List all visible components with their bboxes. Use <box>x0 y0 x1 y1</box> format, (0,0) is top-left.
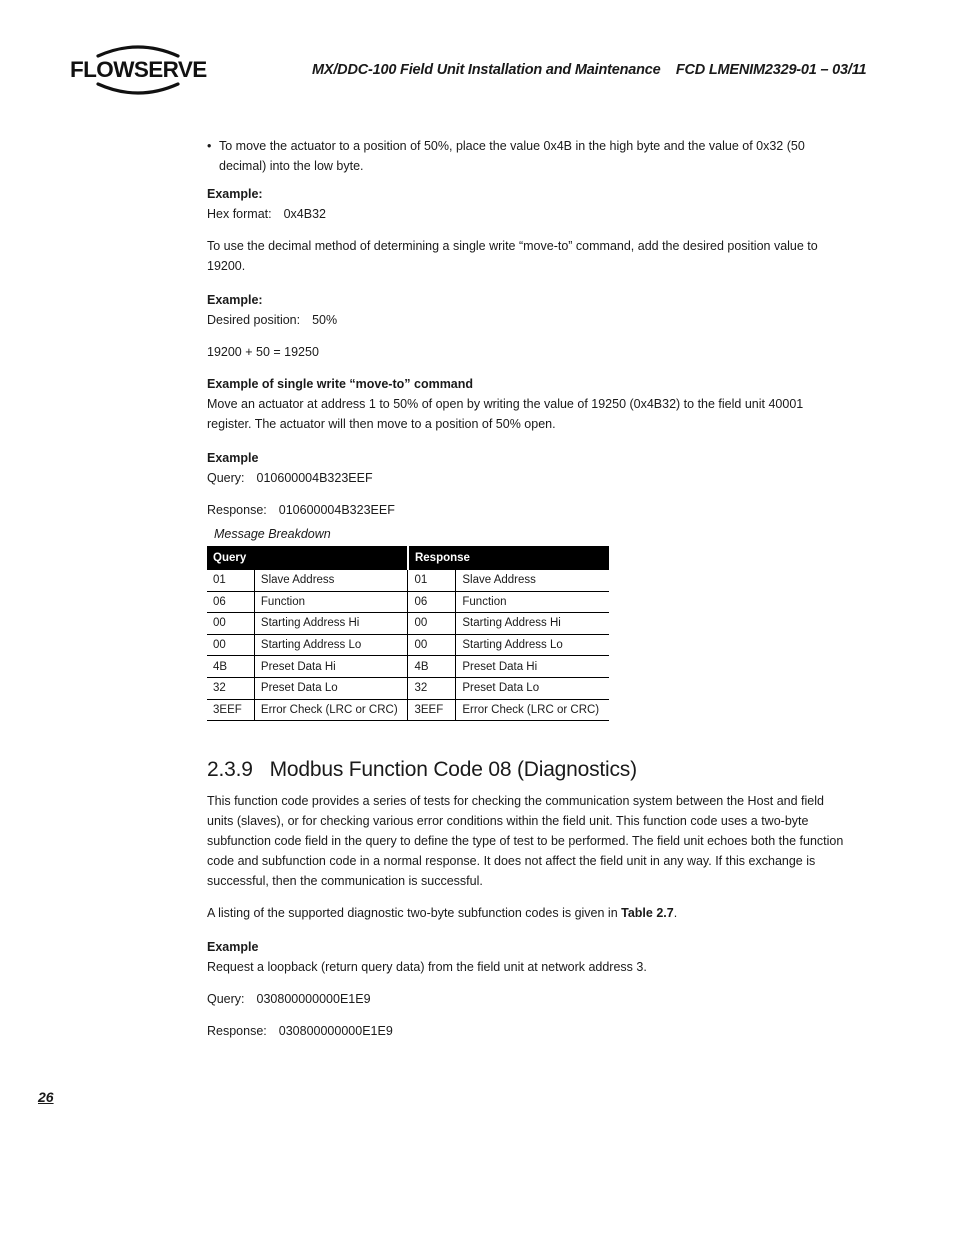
example-label: Example <box>207 451 259 465</box>
bullet-text: To move the actuator to a position of 50%, place the value 0x4B in the high byte and the value of 0x32 (50 decimal) into the low byte. <box>219 139 805 173</box>
response-code-cell: 00 <box>408 613 456 635</box>
response-code-cell: 01 <box>408 570 456 591</box>
response-desc-cell: Error Check (LRC or CRC) <box>456 699 609 721</box>
query-code-cell: 00 <box>207 634 254 656</box>
example-label: Example: <box>207 293 263 307</box>
query-code-cell: 00 <box>207 613 254 635</box>
response-desc-cell: Preset Data Lo <box>456 677 609 699</box>
query-desc-cell: Error Check (LRC or CRC) <box>254 699 408 721</box>
response-code-cell: 32 <box>408 677 456 699</box>
response-desc-cell: Slave Address <box>456 570 609 591</box>
query-code-cell: 3EEF <box>207 699 254 721</box>
decimal-method-paragraph: To use the decimal method of determining a single write “move-to” command, add the desired position value to 19200. <box>207 239 818 273</box>
query-code-cell: 4B <box>207 656 254 678</box>
query-desc-cell: Function <box>254 591 408 613</box>
response-code-cell: 3EEF <box>408 699 456 721</box>
example-label: Example <box>207 940 259 955</box>
response-line <box>207 500 847 520</box>
query-value: 030800000000E1E9 <box>256 992 371 1007</box>
hex-format-key: Hex format: <box>207 207 272 221</box>
document-header-title: MX/DDC-100 Field Unit Installation and Maintenance FCD LMENIM2329-01 – 03/11 <box>312 62 867 78</box>
response-desc-cell: Starting Address Lo <box>456 634 609 656</box>
response-value: 010600004B323EEF <box>278 503 395 517</box>
section-paragraph: This function code provides a series of tests for checking the communication system between the Host and field units (slaves), or for checking various error conditions within the field unit. This function code uses a two-byte subfunction code field in the query to define the type of test to be performed. The field unit echoes both the function code and subfunction code in a normal response. It does not affect the field unit in any way. If this exchange is successful, then the communication is successful. <box>207 794 844 889</box>
message-breakdown-table <box>207 546 609 721</box>
table-row <box>207 677 609 699</box>
response-desc-cell: Function <box>456 591 609 613</box>
bullet-item <box>207 136 847 176</box>
query-line <box>207 989 847 1009</box>
hex-format-line <box>207 204 847 224</box>
table-header-row <box>207 546 609 570</box>
response-desc-cell: Preset Data Hi <box>456 656 609 678</box>
response-code-cell: 06 <box>408 591 456 613</box>
query-desc-cell: Starting Address Lo <box>254 634 408 656</box>
table-row <box>207 591 609 613</box>
query-column-header: Query <box>207 546 408 570</box>
table-row <box>207 613 609 635</box>
section-heading: 2.3.9 Modbus Function Code 08 (Diagnostics) <box>207 758 637 782</box>
sum-line: 19200 + 50 = 19250 <box>207 345 319 359</box>
query-value: 010600004B323EEF <box>256 471 373 485</box>
response-code-cell: 4B <box>408 656 456 678</box>
table-reference-paragraph <box>207 903 847 923</box>
desired-position-key: Desired position: <box>207 313 301 327</box>
table-row <box>207 634 609 656</box>
page-number: 26 <box>38 1089 54 1105</box>
table-row <box>207 699 609 721</box>
response-column-header: Response <box>408 546 609 570</box>
bullet-marker: • <box>207 139 212 153</box>
example-label: Example: <box>207 187 263 201</box>
logo-wordmark: FLOWSERVE <box>70 57 207 82</box>
table-reference-link: Table 2.7 <box>621 906 674 921</box>
table-reference-suffix: . <box>673 906 678 921</box>
response-key: Response: <box>207 503 267 517</box>
table-row <box>207 570 609 591</box>
response-value: 030800000000E1E9 <box>278 1024 393 1039</box>
loopback-description: Request a loopback (return query data) from the field unit at network address 3. <box>207 960 647 975</box>
query-desc-cell: Preset Data Lo <box>254 677 408 699</box>
hex-format-value: 0x4B32 <box>283 207 327 221</box>
page-content <box>207 136 847 1041</box>
table-reference-prefix: A listing of the supported diagnostic two-byte subfunction codes is given in <box>207 906 622 921</box>
response-code-cell: 00 <box>408 634 456 656</box>
query-key: Query: <box>207 992 245 1007</box>
query-desc-cell: Slave Address <box>254 570 408 591</box>
response-key: Response: <box>207 1024 267 1039</box>
response-desc-cell: Starting Address Hi <box>456 613 609 635</box>
move-to-paragraph: Move an actuator at address 1 to 50% of open by writing the value of 19250 (0x4B32) to the field unit 40001 register. The actuator will then move to a position of 50% open. <box>207 397 804 431</box>
table-caption: Message Breakdown <box>214 527 331 541</box>
query-code-cell: 32 <box>207 677 254 699</box>
flowserve-logo <box>68 42 208 98</box>
query-key: Query: <box>207 471 245 485</box>
query-code-cell: 01 <box>207 570 254 591</box>
desired-position-value: 50% <box>312 313 338 327</box>
move-to-heading: Example of single write “move-to” command <box>207 377 474 391</box>
query-line <box>207 468 847 488</box>
table-row <box>207 656 609 678</box>
query-desc-cell: Preset Data Hi <box>254 656 408 678</box>
desired-position-line <box>207 310 847 330</box>
query-code-cell: 06 <box>207 591 254 613</box>
query-desc-cell: Starting Address Hi <box>254 613 408 635</box>
response-line <box>207 1021 847 1041</box>
